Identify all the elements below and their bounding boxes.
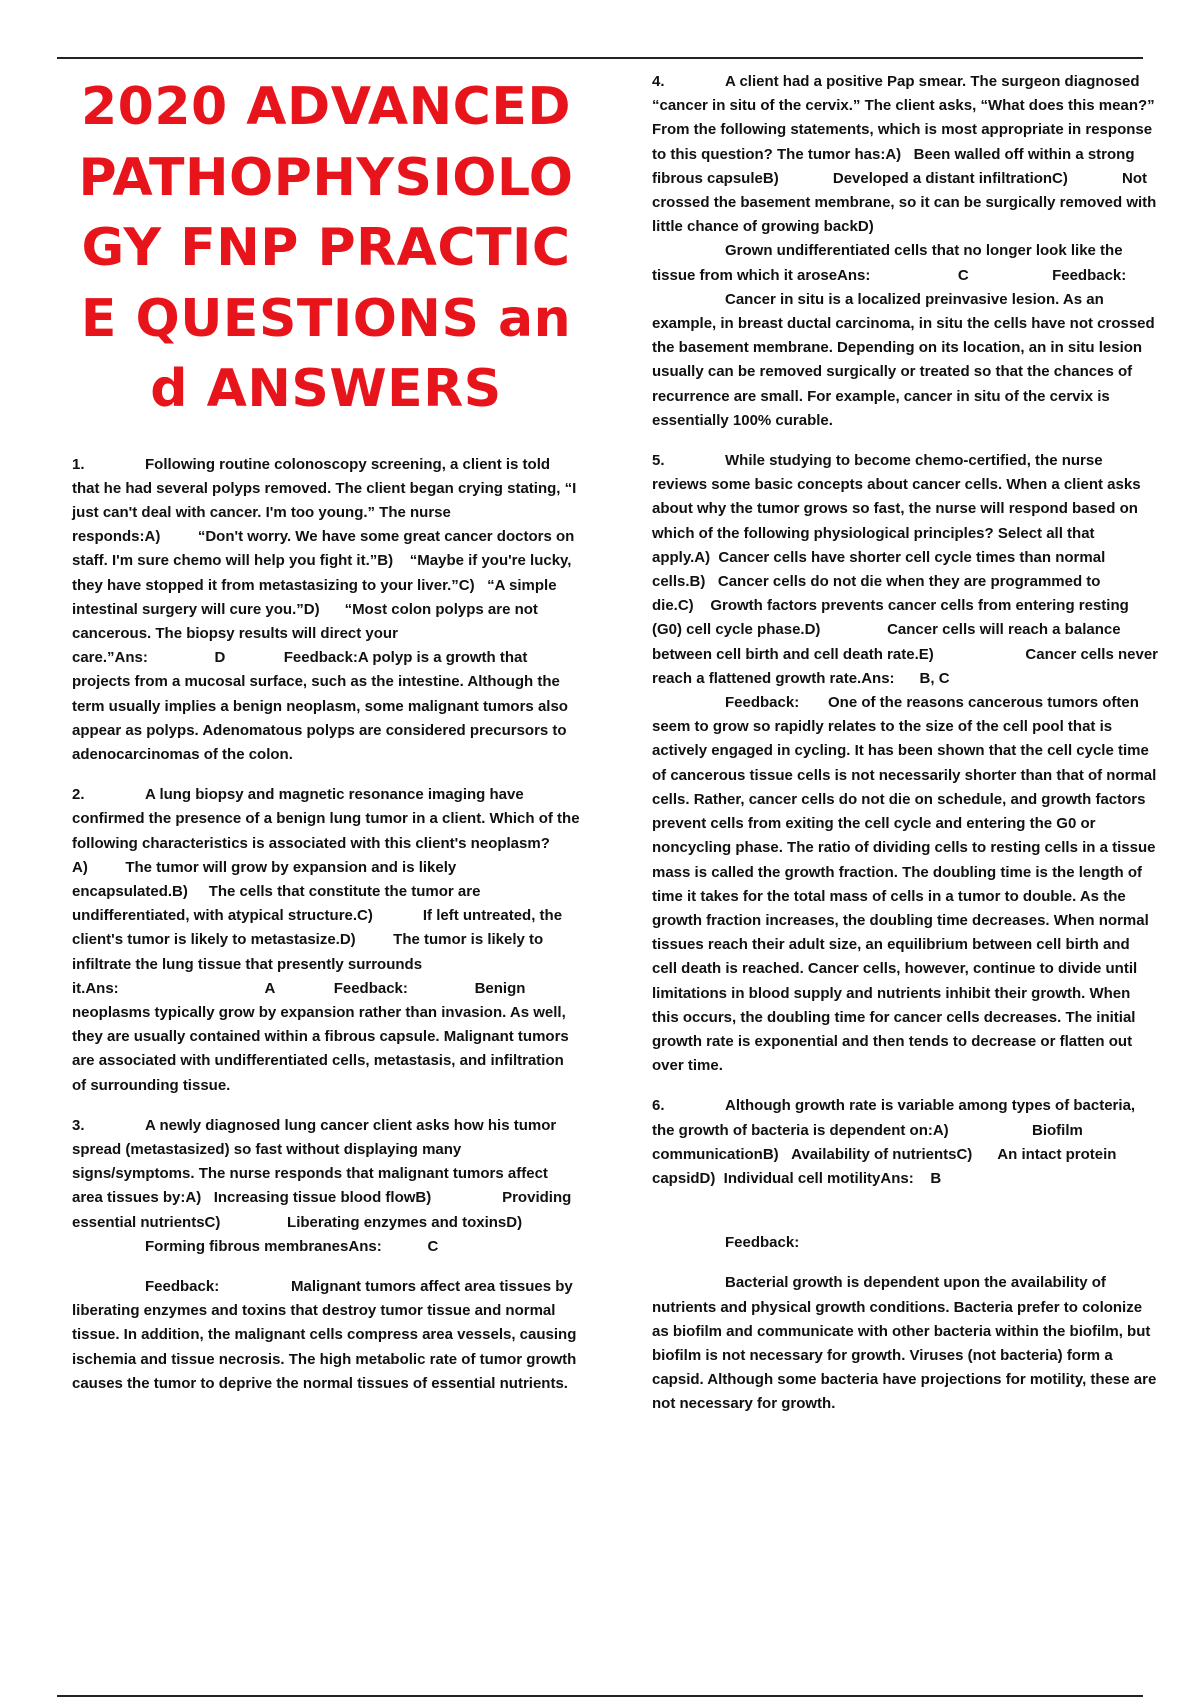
bottom-rule: [57, 1695, 1143, 1697]
question-number: 6.: [652, 1097, 665, 1115]
feedback-label: Feedback:: [725, 1234, 800, 1252]
question-5-feedback: [652, 691, 1158, 1078]
question-text: Following routine colonoscopy screening, a client is told that he had several polyps removed. The client began crying stating, “I just can't deal with cancer. I'm too young.” The nurse responds:A) “Don't worry. We have some great cancer doctors on staff. I'm sure chemo will help you fight it.”B) “Maybe if you're lucky, they have stopped it from metastasizing to your liver.”C) “A simple intestinal surgery will cure you.”D) “Most colon polyps are not cancerous. The biopsy results will direct your care.”Ans: D Feedback:A polyp is a growth that projects from a mucosal surface, such as the intestine. Although the term usually implies a benign neoplasm, some malignant tumors also appear as polyps. Adenomatous polyps are considered precursors to adenocarcinomas of the colon.: [72, 455, 577, 763]
question-1: [72, 453, 580, 768]
feedback-text: Bacterial growth is dependent upon the availability of nutrients and physical growth conditions. Bacteria prefer to colonize as biofilm and communicate with other bacteria within the biofilm, but biofilm is not necessary for growth. Viruses (not bacteria) form a capsid. Although some bacteria have projections for motility, these are not necessary for growth.: [652, 1274, 1157, 1413]
question-3: [72, 1114, 580, 1259]
question-text-continued: Grown undifferentiated cells that no longer look like the tissue from which it aroseAns: C Feedback:: [652, 242, 1127, 284]
question-6: [652, 1094, 1158, 1191]
spacer: [652, 1191, 1158, 1231]
question-number: 3.: [72, 1116, 85, 1134]
question-text: A newly diagnosed lung cancer client asks how his tumor spread (metastasized) so fast without displaying many signs/symptoms. The nurse responds that malignant tumors affect area tissues by:A) Increasing tissue blood flowB) Providing essential nutrientsC) Liberating enzymes and toxinsD): [72, 1116, 572, 1231]
feedback-text: One of the reasons cancerous tumors often seem to grow so rapidly relates to the size of the cell pool that is actively engaged in cycling. It has been shown that the cell cycle time of cancerous tissue cells is not necessarily shorter than that of normal cells. Rather, cancer cells do not die on schedule, and growth factors prevent cells from exiting the cell cycle and entering the G0 or noncycling phase. The ratio of dividing cells to resting cells in a tissue mass is called the growth fraction. The doubling time is the length of time it takes for the total mass of cells in a tumor to double. As the growth fraction increases, the doubling time decreases. When normal tissues reach their adult size, an equilibrium between cell birth and cell death is reached. Cancer cells, however, continue to divide until limitations in blood supply and nutrients inhibit their growth. When this occurs, the doubling time for cancer cells decreases. The initial growth rate is exponential and then tends to decrease or flatten out over time.: [652, 694, 1157, 1075]
top-rule: [57, 57, 1143, 59]
feedback-label: Feedback:: [725, 694, 800, 712]
document-title: 2020 ADVANCED PATHOPHYSIOLOGY FNP PRACTICE QUESTIONS and ANSWERS: [78, 77, 574, 419]
question-text: A lung biopsy and magnetic resonance imaging have confirmed the presence of a benign lung tumor in a client. Which of the following characteristics is associated with this client's neoplasm?A) The tumor will grow by expansion and is likely encapsulated.B) The cells that constitute the tumor are undifferentiated, with atypical structure.C) If left untreated, the client's tumor is likely to metastasize.D) The tumor is likely to infiltrate the lung tissue that presently surrounds it.Ans: A Feedback: Benign neoplasms typically grow by expansion rather than invasion. As well, they are usually contained within a fibrous capsule. Malignant tumors are associated with undifferentiated cells, metastasis, and infiltration of surrounding tissue.: [72, 786, 580, 1094]
feedback-text: Malignant tumors affect area tissues by liberating enzymes and toxins that destroy tumor tissue and normal tissue. In addition, the malignant cells compress area vessels, causing ischemia and tissue necrosis. The high metabolic rate of tumor growth causes the tumor to deprive the normal tissues of essential nutrients.: [72, 1278, 577, 1392]
question-number: 4.: [652, 73, 665, 90]
question-number: 5.: [652, 452, 665, 470]
right-column: [652, 70, 1158, 1433]
feedback-text: Cancer in situ is a localized preinvasive lesion. As an example, in breast ductal carcinoma, in situ the cells have not crossed the basement membrane. Depending on its location, an in situ lesion usually can be removed surgically or treated so that the chances of recurrence are small. For example, cancer in situ of the cervix is essentially 100% curable.: [652, 290, 1155, 429]
question-text: A client had a positive Pap smear. The surgeon diagnosed “cancer in situ of the cervix.” The client asks, “What does this mean?” From the following statements, which is most appropriate in response to this question? The tumor has:A) Been walled off within a strong fibrous capsuleB) Developed a distant infiltrationC) Not crossed the basement membrane, so it can be surgically removed with little chance of growing backD): [652, 73, 1157, 236]
feedback-label: Feedback:: [145, 1278, 220, 1295]
question-text: While studying to become chemo-certified, the nurse reviews some basic concepts about cancer cells. When a client asks about why the tumor grows so fast, the nurse will respond based on which of the following physiological principles? Select all that apply.A) Cancer cells have shorter cell cycle times than normal cells.B) Cancer cells do not die when they are programmed to die.C) Growth factors prevents cancer cells from entering resting (G0) cell cycle phase.D) Cancer cells will reach a balance between cell birth and cell death rate.E) Cancer cells never reach a flattened growth rate.Ans: B, C: [652, 452, 1159, 687]
question-2: [72, 783, 580, 1098]
question-text-continued: Forming fibrous membranesAns: C: [145, 1237, 439, 1255]
question-text: Although growth rate is variable among types of bacteria, the growth of bacteria is dependent on:A) Biofilm communicationB) Availability of nutrientsC) An intact protein capsidD) Individual cell motilityAns: B: [652, 1097, 1136, 1187]
question-5: [652, 449, 1158, 691]
question-3-feedback: [72, 1275, 580, 1396]
question-number: 1.: [72, 455, 85, 473]
left-column: [72, 70, 580, 1412]
question-number: 2.: [72, 786, 85, 804]
question-4: [652, 70, 1158, 433]
